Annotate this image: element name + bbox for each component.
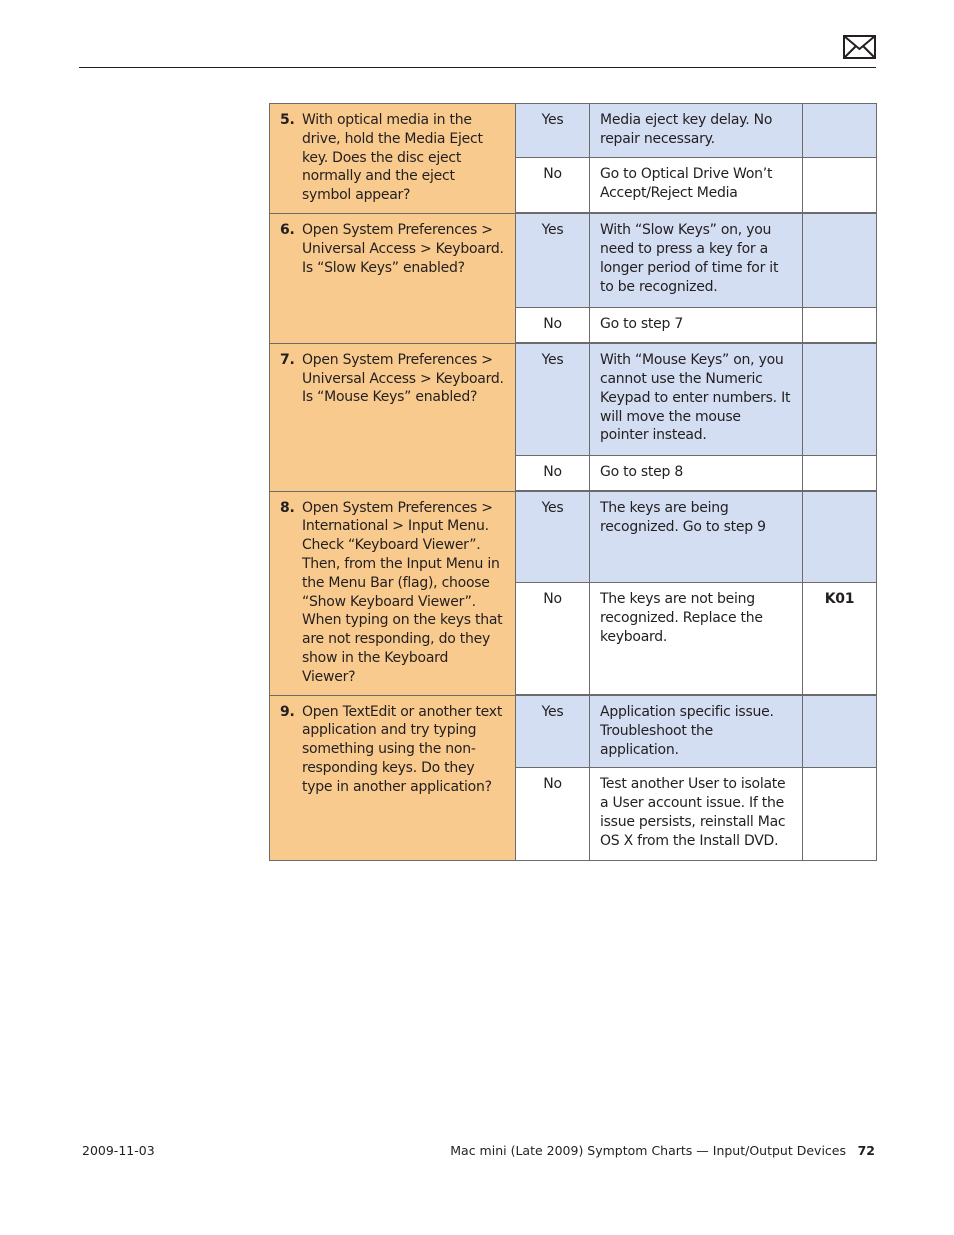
step-number: 9. <box>280 703 295 720</box>
result-text: Application specific issue. Troubleshoot the application. <box>590 695 803 768</box>
symptom-code <box>803 343 877 456</box>
table-row <box>270 695 877 768</box>
result-text: The keys are being recognized. Go to step 9 <box>590 491 803 583</box>
result-text: Go to step 8 <box>590 456 803 491</box>
step-number: 5. <box>280 112 295 128</box>
step-number: 8. <box>280 499 295 516</box>
symptom-code <box>803 104 877 158</box>
header-rule <box>79 67 876 68</box>
result-text: Go to step 7 <box>590 308 803 343</box>
step-number: 7. <box>280 351 295 368</box>
answer-no: No <box>516 768 590 861</box>
table-row <box>270 491 877 583</box>
symptom-code <box>803 213 877 308</box>
symptom-code <box>803 308 877 343</box>
symptom-code <box>803 158 877 214</box>
symptom-code: K01 <box>803 583 877 695</box>
mail-envelope-icon[interactable] <box>843 35 876 59</box>
symptom-code <box>803 695 877 768</box>
result-text: Go to Optical Drive Won’t Accept/Reject Media <box>590 158 803 214</box>
symptom-code <box>803 456 877 491</box>
question-cell <box>270 491 516 695</box>
question-text: Open System Preferences > Universal Access > Keyboard. Is “Slow Keys” enabled? <box>302 221 504 276</box>
page-number: 72 <box>857 1143 875 1158</box>
table-row <box>270 213 877 308</box>
result-text: Media eject key delay. No repair necessary. <box>590 104 803 158</box>
question-text: With optical media in the drive, hold the Media Eject key. Does the disc eject normally and the eject symbol appear? <box>302 112 483 204</box>
table-row <box>270 104 877 158</box>
answer-yes: Yes <box>516 104 590 158</box>
symptom-code <box>803 491 877 583</box>
result-text: The keys are not being recognized. Replace the keyboard. <box>590 583 803 695</box>
answer-no: No <box>516 583 590 695</box>
result-text: Test another User to isolate a User account issue. If the issue persists, reinstall Mac OS X from the Install DVD. <box>590 768 803 861</box>
answer-yes: Yes <box>516 491 590 583</box>
question-text: Open System Preferences > Universal Access > Keyboard. Is “Mouse Keys” enabled? <box>302 351 504 406</box>
result-text: With “Mouse Keys” on, you cannot use the Numeric Keypad to enter numbers. It will move the mouse pointer instead. <box>590 343 803 456</box>
result-text: With “Slow Keys” on, you need to press a key for a longer period of time for it to be recognized. <box>590 213 803 308</box>
answer-yes: Yes <box>516 695 590 768</box>
answer-yes: Yes <box>516 343 590 456</box>
question-cell <box>270 343 516 491</box>
question-cell <box>270 695 516 861</box>
question-text: Open TextEdit or another text application and try typing something using the non-responding keys. Do they type in another application? <box>302 703 503 795</box>
symptom-code <box>803 768 877 861</box>
answer-no: No <box>516 456 590 491</box>
symptom-table <box>269 103 877 861</box>
table-row <box>270 343 877 456</box>
answer-yes: Yes <box>516 213 590 308</box>
answer-no: No <box>516 158 590 214</box>
step-number: 6. <box>280 221 295 238</box>
question-cell <box>270 104 516 214</box>
footer-date: 2009-11-03 <box>82 1143 155 1158</box>
footer-title: Mac mini (Late 2009) Symptom Charts — Input/Output Devices <box>450 1143 846 1158</box>
question-text: Open System Preferences > International > Input Menu. Check “Keyboard Viewer”. Then, from the Input Menu in the Menu Bar (flag), choose “Show Keyboard Viewer”. When typing on the keys that are not responding, do they show in the Keyboard Viewer? <box>302 499 503 685</box>
question-cell <box>270 213 516 343</box>
answer-no: No <box>516 308 590 343</box>
